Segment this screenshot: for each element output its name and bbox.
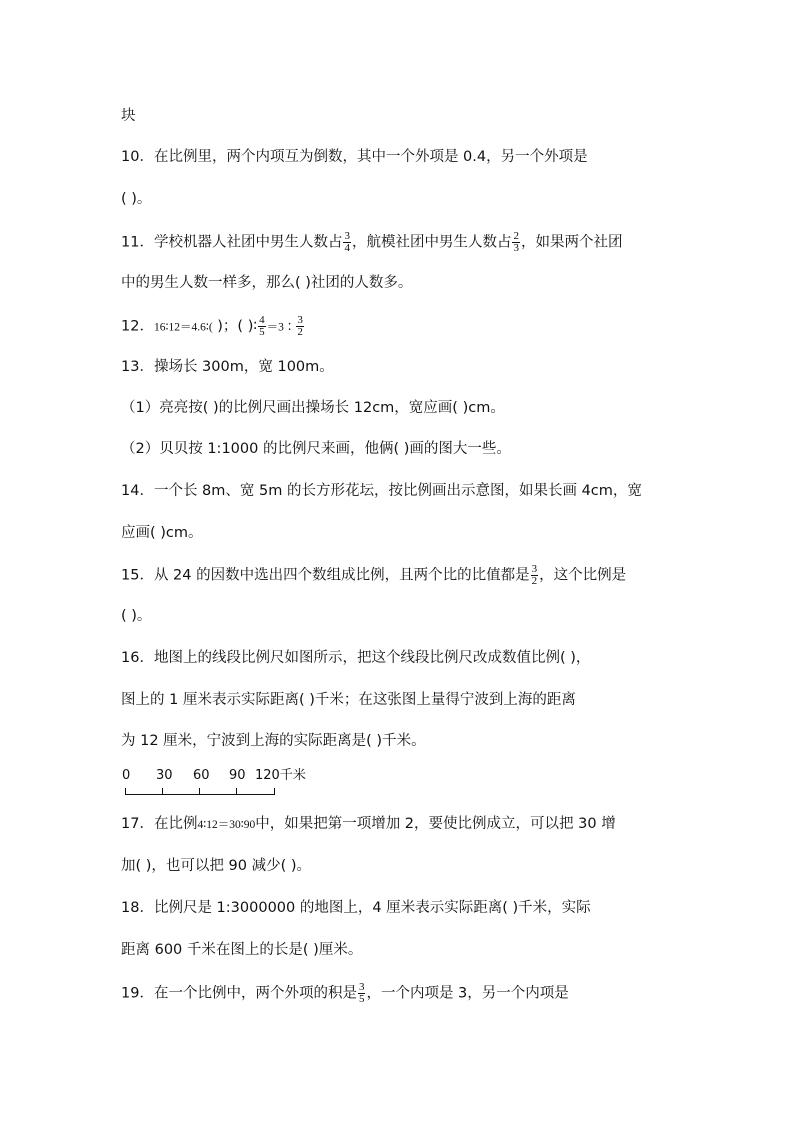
scale-tick — [162, 788, 163, 795]
question-11: 11．学校机器人社团中男生人数占 $\frac{3}{4}$ ，航模社团中男生人数占 $\frac{2}{3}$ ，如果两个社团 — [121, 230, 623, 254]
question-15: 15．从 24 的因数中选出四个数组成比例，且两个比的比值都是 $\frac{3}{2}$ ，这个比例是 — [121, 563, 627, 587]
scale-tick — [125, 788, 126, 795]
question-13-part-1: （1）亮亮按( )的比例尺画出操场长 12cm，宽应画( )cm。 — [121, 400, 505, 416]
question-19: 19．在一个比例中，两个外项的积是 $\frac{3}{5}$ ，一个内项是 3，另一个内项是 — [121, 981, 569, 1005]
text-line: 块 — [121, 108, 136, 124]
scale-label: 120千米 — [255, 768, 306, 783]
question-16: 16．地图上的线段比例尺如图所示，把这个线段比例尺改成数值比例( )， — [121, 650, 591, 666]
question-17: 17．在比例4∶12＝30∶90中，如果把第一项增加 2，要使比例成立，可以把 30 增 — [121, 816, 616, 832]
question-10: 10．在比例里，两个内项互为倒数，其中一个外项是 0.4，另一个外项是 — [121, 149, 588, 165]
question-14-line2: 应画( )cm。 — [121, 525, 203, 541]
question-17-line2: 加( )，也可以把 90 减少( )。 — [121, 858, 312, 874]
scale-base-line — [125, 794, 275, 795]
scale-tick — [199, 788, 200, 795]
question-16-line3: 为 12 厘米，宁波到上海的实际距离是( )千米。 — [121, 733, 426, 749]
question-15-answer-line: ( )。 — [121, 608, 152, 624]
question-11-line2: 中的男生人数一样多，那么( )社团的人数多。 — [121, 275, 413, 291]
scale-tick — [236, 788, 237, 795]
question-10-answer-line: ( )。 — [121, 191, 152, 207]
scale-label: 0 — [122, 768, 131, 783]
question-18-line2: 距离 600 千米在图上的长是( )厘米。 — [121, 942, 363, 958]
fraction-2-3: $\frac{2}{3}$ — [513, 230, 519, 254]
fraction-3-5: $\frac{3}{5}$ — [358, 981, 365, 1005]
question-13-part-2: （2）贝贝按 1:1000 的比例尺来画，他俩( )画的图大一些。 — [121, 441, 511, 457]
question-14: 14．一个长 8m、宽 5m 的长方形花坛，按比例画出示意图，如果长画 4cm，宽 — [121, 483, 642, 499]
scale-label: 90 — [229, 768, 246, 783]
fraction-4-5: $\frac{4}{5}$ — [259, 314, 265, 338]
fraction-3-2: $\frac{3}{2}$ — [297, 314, 303, 338]
question-16-line2: 图上的 1 厘米表示实际距离( )千米；在这张图上量得宁波到上海的距离 — [121, 692, 576, 708]
scale-tick — [274, 788, 275, 795]
scale-label: 30 — [156, 768, 173, 783]
fraction-3-4: $\frac{3}{4}$ — [344, 230, 350, 254]
question-18: 18．比例尺是 1:3000000 的地图上，4 厘米表示实际距离( )千米，实际 — [121, 900, 591, 916]
question-13: 13．操场长 300m，宽 100m。 — [121, 359, 334, 375]
scale-label: 60 — [193, 768, 210, 783]
question-12: 12．16∶12＝4.6∶( )；( )∶ $\frac{4}{5}$ ＝3∶ $\frac{3}{2}$ — [121, 314, 303, 338]
line-scale-bar — [121, 768, 321, 800]
fraction-3-2: $\frac{3}{2}$ — [531, 563, 538, 587]
